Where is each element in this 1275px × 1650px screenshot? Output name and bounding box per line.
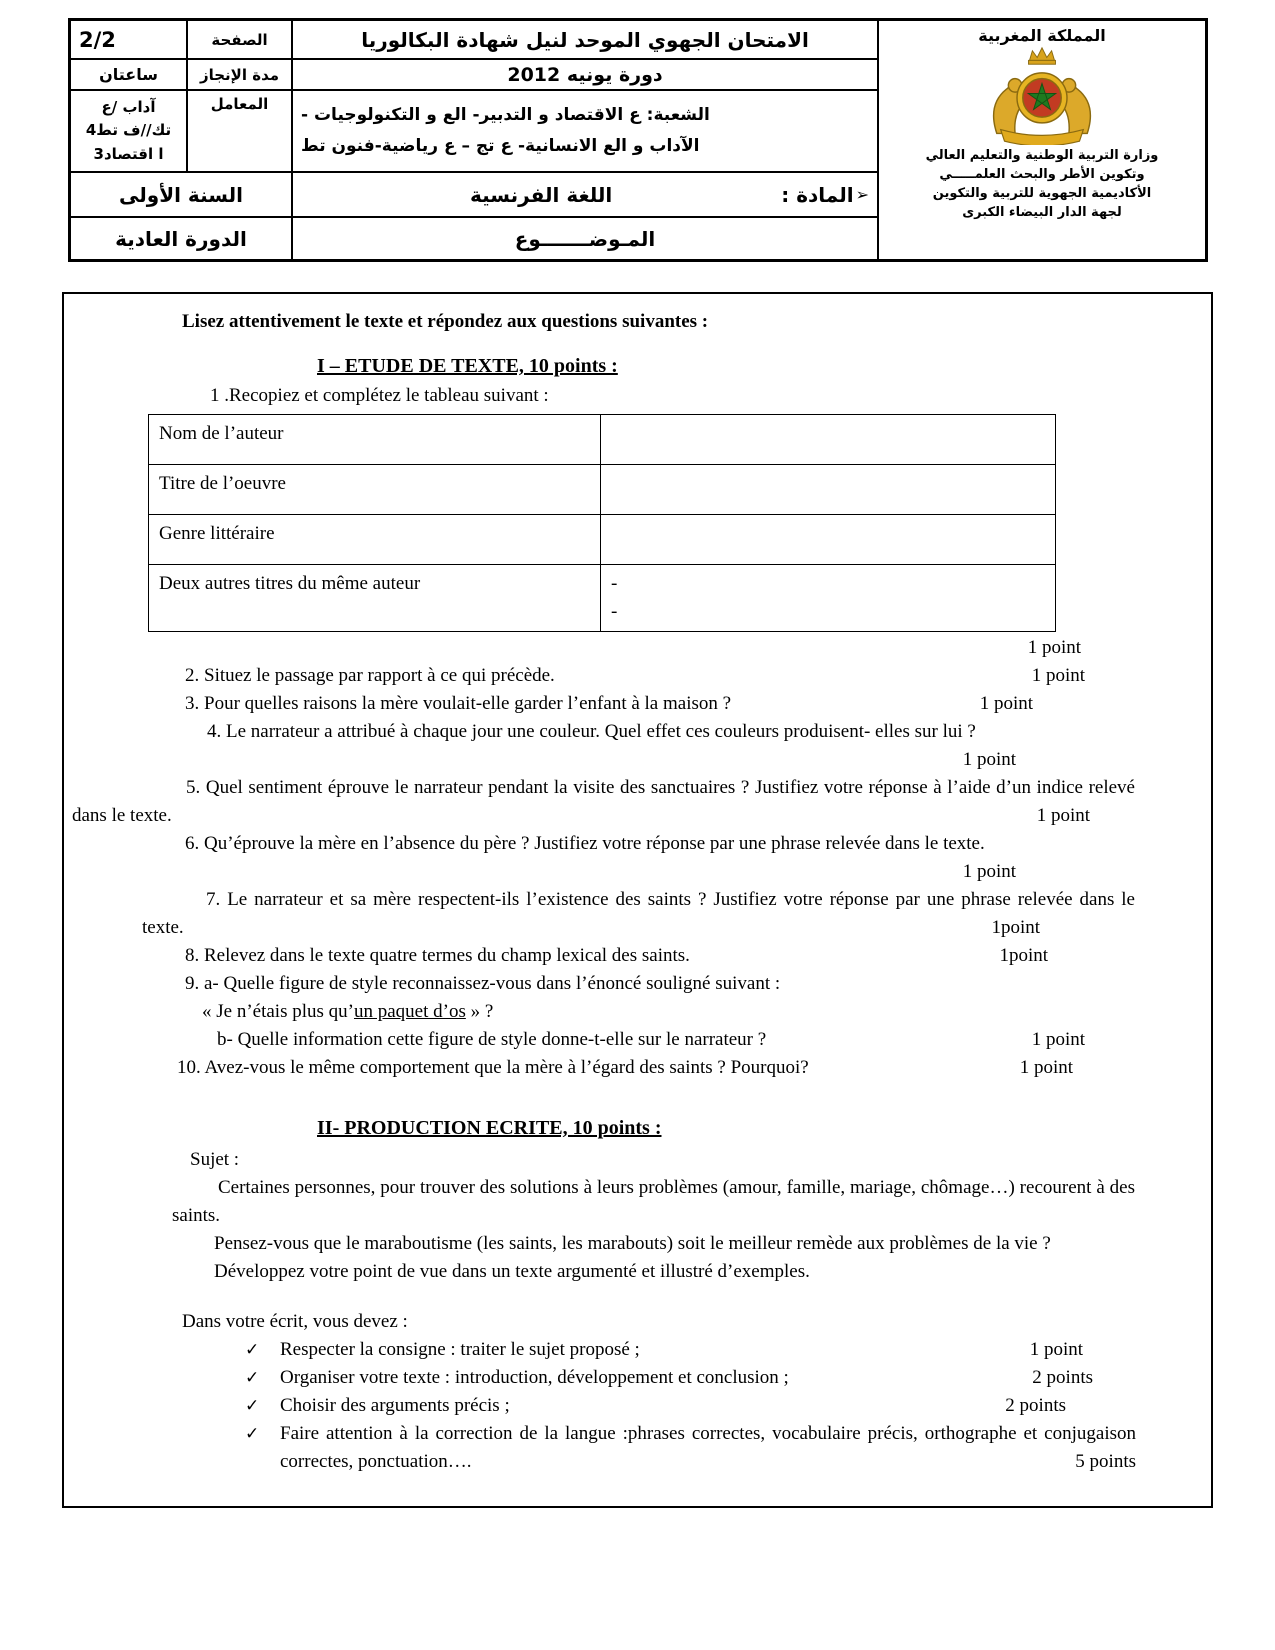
question-7 xyxy=(142,886,1135,942)
question-text: 2. Situez le passage par rapport à ce qui précède. xyxy=(185,665,555,686)
topic-label: المـوضـــــــوع xyxy=(293,218,877,259)
question-text: 9. a- Quelle figure de style reconnaissez-vous dans l’énoncé souligné suivant : xyxy=(185,973,781,994)
duration-value: ساعتان xyxy=(71,60,186,89)
question-6 xyxy=(64,830,1211,858)
question-9b xyxy=(64,1026,1211,1054)
quote-post: » ? xyxy=(465,1001,494,1022)
ministry-line: لجهة الدار البيضاء الكبرى xyxy=(962,204,1122,220)
ministry-line: وزارة التربية الوطنية والتعليم العالي xyxy=(925,148,1159,163)
instructions-intro: Dans votre écrit, vous devez : xyxy=(182,1311,408,1332)
streams-cell xyxy=(71,91,186,171)
points-label: 1 point xyxy=(1031,665,1085,686)
subject-label: المادة : xyxy=(781,182,854,207)
checklist-text: Respecter la consigne : traiter le sujet proposé ; xyxy=(280,1339,640,1360)
sujet-label: Sujet : xyxy=(190,1149,240,1170)
session-date: دورة يونيه 2012 xyxy=(293,60,877,89)
question-4 xyxy=(64,718,1211,746)
points-label: 2 points xyxy=(1005,1395,1066,1416)
kingdom-block xyxy=(879,21,1205,259)
dash: - xyxy=(611,573,618,594)
table-row xyxy=(149,465,1056,515)
check-icon: ✓ xyxy=(245,1368,260,1388)
points-label: 2 points xyxy=(1032,1367,1093,1388)
table-label: Genre littéraire xyxy=(149,515,601,565)
coefficient-label: المعامل xyxy=(188,91,291,171)
coat-of-arms-icon xyxy=(967,45,1117,145)
sujet-paragraph-3: Développez votre point de vue dans un texte argumenté et illustré d’exemples. xyxy=(214,1261,810,1282)
table-label: Deux autres titres du même auteur xyxy=(149,565,601,632)
checklist-item-4 xyxy=(64,1420,1211,1476)
kingdom-title: المملكة المغربية xyxy=(978,26,1106,45)
stream-line: آداب /ع xyxy=(101,98,156,117)
question-5 xyxy=(72,774,1135,830)
points-label: 1 point xyxy=(1027,637,1081,658)
points-label: 1 point xyxy=(1029,1339,1083,1360)
points-label: 1 point xyxy=(962,749,1016,770)
question-text: 4. Le narrateur a attribué à chaque jour une couleur. Quel effet ces couleurs produisent- elles sur lui ? xyxy=(207,721,976,742)
table-row xyxy=(149,415,1056,465)
year-cell: السنة الأولى xyxy=(71,173,291,216)
question-8 xyxy=(64,942,1211,970)
duration-label: مدة الإنجاز xyxy=(188,60,291,89)
table-answer-cell xyxy=(601,465,1056,515)
table-label: Titre de l’oeuvre xyxy=(149,465,601,515)
quote-underlined: un paquet d’os xyxy=(353,1001,466,1022)
quote-line xyxy=(202,998,1211,1026)
check-icon: ✓ xyxy=(245,1424,260,1444)
check-icon: ✓ xyxy=(245,1340,260,1360)
points-label: 5 points xyxy=(1075,1451,1136,1472)
checklist-text: Choisir des arguments précis ; xyxy=(280,1395,510,1416)
branch-line: الشعبة: ع الاقتصاد و التدبير- الع و التكنولوجيات - xyxy=(301,105,710,126)
exam-header xyxy=(68,18,1208,262)
question-10 xyxy=(64,1054,1211,1082)
question-text: 10. Avez-vous le même comportement que la mère à l’égard des saints ? Pourquoi? xyxy=(177,1057,809,1078)
subject-value: اللغة الفرنسية xyxy=(470,182,613,207)
dash: - xyxy=(611,601,618,622)
question-9a xyxy=(64,970,1211,998)
section-title-production: II- PRODUCTION ECRITE, 10 points : xyxy=(317,1117,662,1139)
ministry-text xyxy=(926,147,1159,222)
table-label: Nom de l’auteur xyxy=(149,415,601,465)
sujet-paragraph-1: Certaines personnes, pour trouver des solutions à leurs problèmes (amour, famille, mariage, chômage…) recourent à des saints. xyxy=(172,1177,1135,1226)
stream-line: ا اقتصاد3 xyxy=(93,144,164,163)
subject-row xyxy=(293,173,877,216)
instruction-intro: Lisez attentivement le texte et répondez aux questions suivantes : xyxy=(182,311,709,332)
question-text: 5. Quel sentiment éprouve le narrateur pendant la visite des sanctuaires ? Justifiez votre réponse à l’aide d’un indice relevé dans le texte. xyxy=(72,777,1135,826)
ministry-line: وتكوين الأطر والبحث العلمـــــي xyxy=(939,166,1145,182)
table-answer-cell xyxy=(601,565,1056,632)
section-title-etude: I – ETUDE DE TEXTE, 10 points : xyxy=(317,355,618,377)
checklist-item-1 xyxy=(64,1336,1211,1364)
question-1: 1 .Recopiez et complétez le tableau suivant : xyxy=(210,385,549,406)
question-2 xyxy=(64,662,1211,690)
table-answer-cell xyxy=(601,415,1056,465)
session-cell: الدورة العادية xyxy=(71,218,291,259)
exam-body xyxy=(62,292,1213,1508)
points-label: 1 point xyxy=(962,861,1016,882)
question-text: b- Quelle information cette figure de style donne-t-elle sur le narrateur ? xyxy=(217,1029,767,1050)
points-label: 1 point xyxy=(1036,805,1090,826)
checklist-item-3 xyxy=(64,1392,1211,1420)
page-number-value: 2/2 xyxy=(71,21,186,58)
ministry-line: الأكاديمية الجهوية للتربية والتكوين xyxy=(932,185,1152,201)
points-label: 1point xyxy=(999,945,1048,966)
quote-pre: « Je n’étais plus qu’ xyxy=(202,1001,354,1022)
points-label: 1 point xyxy=(979,693,1033,714)
question-text: 6. Qu’éprouve la mère en l’absence du père ? Justifiez votre réponse par une phrase relevée dans le texte. xyxy=(185,833,985,854)
exam-title: الامتحان الجهوي الموحد لنيل شهادة البكالوريا xyxy=(293,21,877,58)
points-label: 1 point xyxy=(1031,1029,1085,1050)
check-icon: ✓ xyxy=(245,1396,260,1416)
branch-line: الآداب و الع الانسانية- ع تج – ع رياضية-فنون تط xyxy=(301,136,700,156)
points-label: 1 point xyxy=(1019,1057,1073,1078)
question-text: 8. Relevez dans le texte quatre termes du champ lexical des saints. xyxy=(185,945,690,966)
stream-line: تك//ف تط4 xyxy=(85,121,172,140)
page-label: الصفحة xyxy=(188,21,291,58)
subject-arrow-icon: ➢ xyxy=(855,185,869,204)
question-text: 7. Le narrateur et sa mère respectent-ils l’existence des saints ? Justifiez votre réponse par une phrase relevée dans le texte. xyxy=(142,889,1135,938)
points-label: 1point xyxy=(991,917,1040,938)
question-text: 3. Pour quelles raisons la mère voulait-elle garder l’enfant à la maison ? xyxy=(185,693,732,714)
sujet-paragraph-2: Pensez-vous que le maraboutisme (les saints, les marabouts) soit le meilleur remède aux problèmes de la vie ? xyxy=(214,1233,1051,1254)
table-row xyxy=(149,515,1056,565)
checklist-text: Organiser votre texte : introduction, développement et conclusion ; xyxy=(280,1367,789,1388)
checklist-text: Faire attention à la correction de la langue :phrases correctes, vocabulaire précis, orthographe et conjugaison correctes, ponctuation…. xyxy=(280,1423,1136,1472)
branch-info xyxy=(293,91,877,171)
table-answer-cell xyxy=(601,515,1056,565)
answer-table xyxy=(148,414,1056,632)
question-3 xyxy=(64,690,1211,718)
table-row xyxy=(149,565,1056,632)
checklist-item-2 xyxy=(64,1364,1211,1392)
